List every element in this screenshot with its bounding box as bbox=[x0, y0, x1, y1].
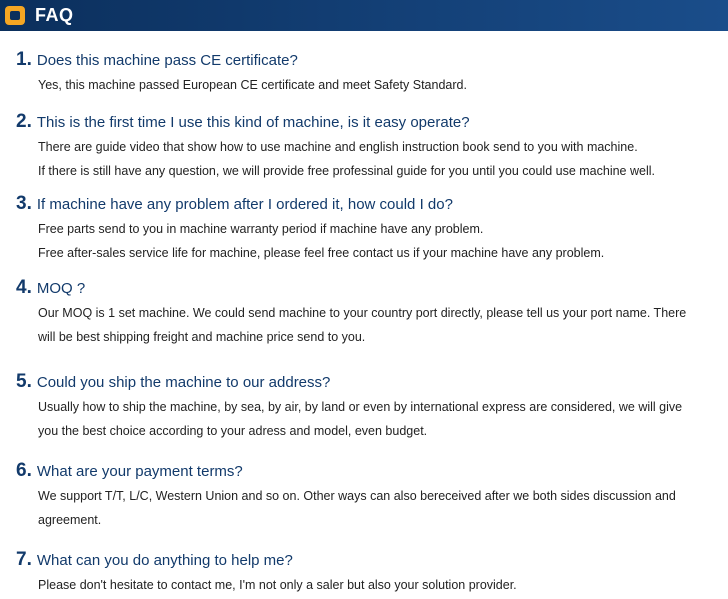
question-text: Does this machine pass CE certificate? bbox=[36, 52, 298, 69]
answer-line: Usually how to ship the machine, by sea, by air, by land or even by international express are considered, we will give bbox=[38, 400, 683, 414]
faq-header bbox=[0, 0, 728, 31]
question-text: What are your payment terms? bbox=[36, 463, 243, 480]
faq-question bbox=[16, 371, 330, 395]
question-number: 1. bbox=[16, 49, 32, 70]
question-number: 3. bbox=[16, 193, 32, 214]
question-number: 4. bbox=[16, 277, 32, 298]
answer-line: agreement. bbox=[38, 513, 102, 527]
answer-line: Free parts send to you in machine warranty period if machine have any problem. bbox=[38, 222, 484, 236]
answer-line: Please don't hesitate to contact me, I'm not only a saler but also your solution provider. bbox=[38, 578, 517, 592]
question-text: What can you do anything to help me? bbox=[36, 552, 293, 569]
faq-question bbox=[16, 460, 243, 484]
page-title: FAQ bbox=[35, 5, 74, 25]
question-text: Could you ship the machine to our address? bbox=[36, 374, 331, 391]
faq-question bbox=[16, 49, 298, 73]
question-text: MOQ ? bbox=[36, 280, 86, 297]
faq-question bbox=[16, 277, 85, 301]
question-text: This is the first time I use this kind of machine, is it easy operate? bbox=[36, 114, 470, 131]
answer-line: Our MOQ is 1 set machine. We could send machine to your country port directly, please tell us your port name. There bbox=[38, 306, 687, 320]
question-number: 5. bbox=[16, 371, 32, 392]
faq-question bbox=[16, 193, 453, 217]
answer-line: you the best choice according to your adress and model, even budget. bbox=[38, 424, 428, 438]
question-text: If machine have any problem after I ordered it, how could I do? bbox=[36, 196, 453, 213]
question-number: 6. bbox=[16, 460, 32, 481]
question-number: 7. bbox=[16, 549, 32, 570]
faq-question bbox=[16, 549, 293, 573]
answer-line: There are guide video that show how to use machine and english instruction book send to you with machine. bbox=[38, 140, 638, 154]
answer-line: Yes, this machine passed European CE certificate and meet Safety Standard. bbox=[38, 78, 467, 92]
question-number: 2. bbox=[16, 111, 32, 132]
faq-logo-icon bbox=[5, 6, 25, 25]
answer-line: will be best shipping freight and machine price send to you. bbox=[38, 330, 366, 344]
answer-line: Free after-sales service life for machine, please feel free contact us if your machine have any problem. bbox=[38, 246, 605, 260]
answer-line: We support T/T, L/C, Western Union and so on. Other ways can also bereceived after we both sides discussion and bbox=[38, 489, 676, 503]
faq-question bbox=[16, 111, 470, 135]
answer-line: If there is still have any question, we will provide free professinal guide for you until you could use machine well. bbox=[38, 164, 655, 178]
